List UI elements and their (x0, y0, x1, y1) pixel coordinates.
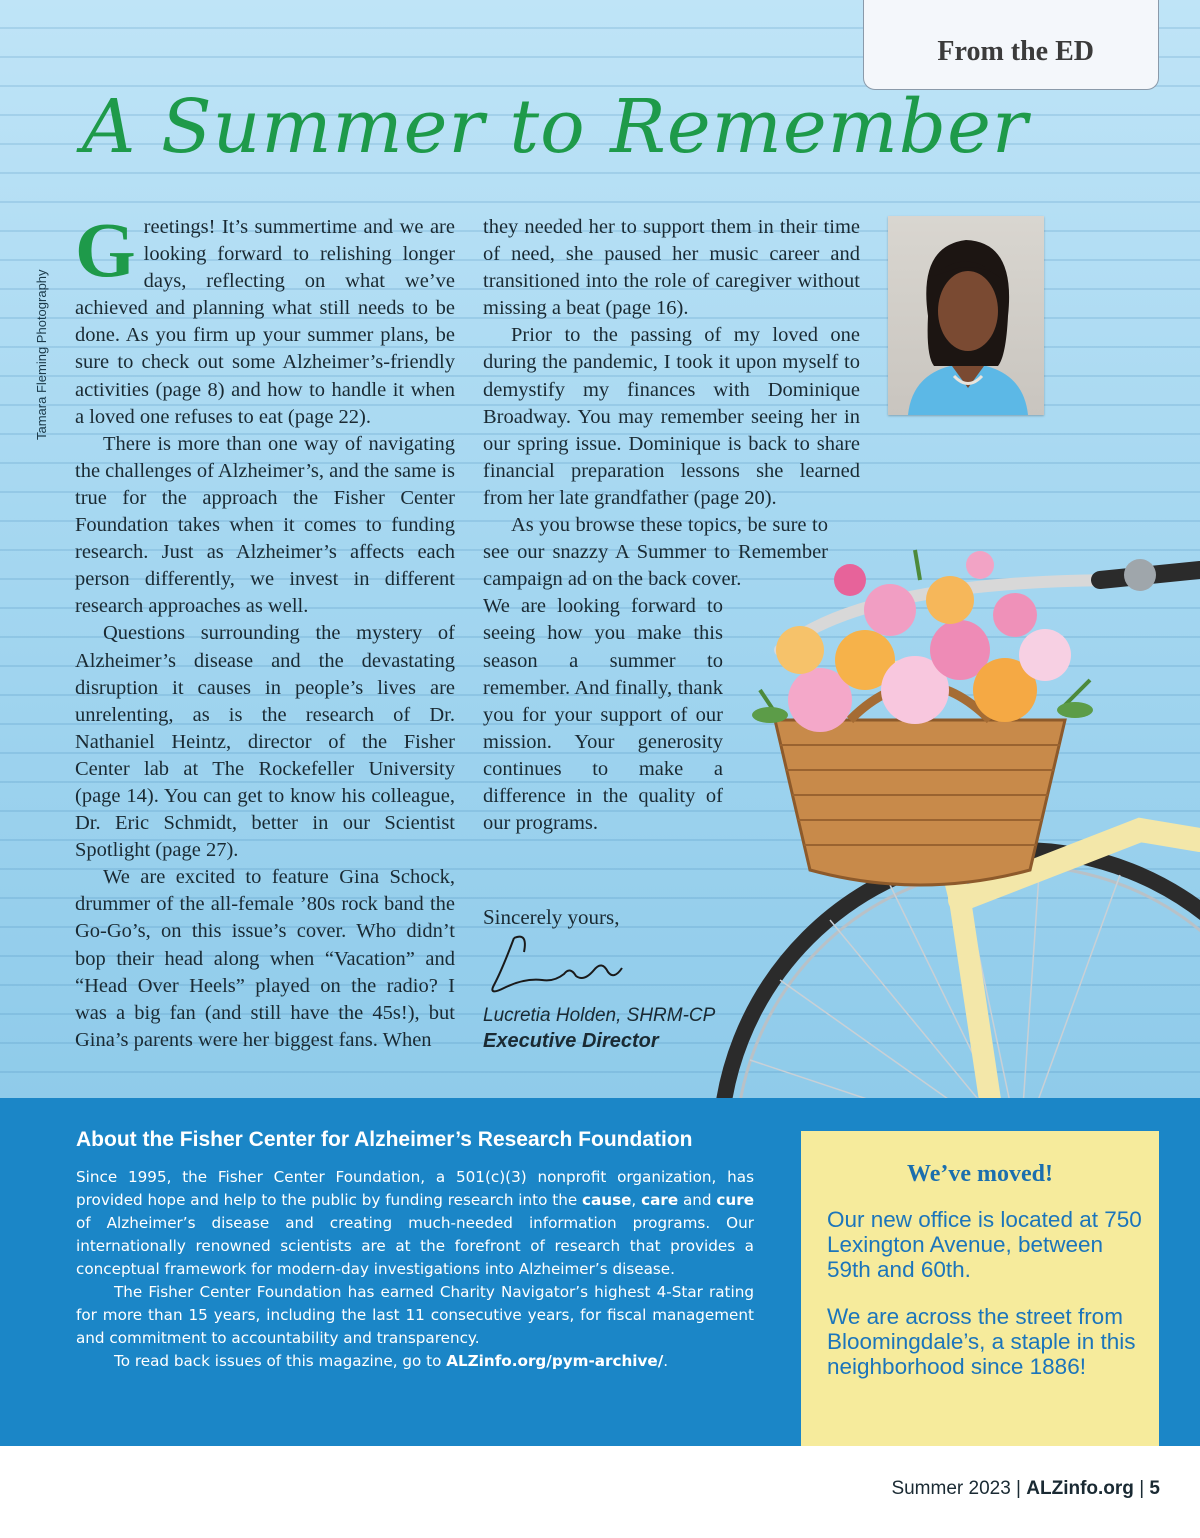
about-paragraph (76, 1350, 754, 1373)
section-label: From the ED (937, 36, 1094, 67)
about-paragraph: The Fisher Center Foundation has earned Charity Navigator’s highest 4-Star rating for more than 15 years, including the last 11 consecutive years, for fiscal management and commitment to accountability and transparency. (76, 1283, 754, 1347)
section-tab (863, 0, 1159, 90)
letter-paragraph: Prior to the passing of my loved one during the pandemic, I took it upon myself to demystify my finances with Dominique Broadway. You may remember seeing her in our spring issue. Dominique is back to share financial preparation lessons she learned from her late grandfather (page 20). (483, 324, 860, 509)
about-paragraph (76, 1166, 754, 1281)
footer-separator: | (1133, 1478, 1150, 1499)
about-title: About the Fisher Center for Alzheimer’s Research Foundation (76, 1128, 693, 1151)
about-emphasis: cure (716, 1191, 755, 1209)
signer-title: Executive Director (483, 1030, 659, 1052)
letter-paragraph (75, 206, 455, 431)
about-body (76, 1166, 754, 1373)
moved-paragraph: Our new office is located at 750 Lexington Avenue, between 59th and 60th. (827, 1207, 1142, 1282)
letter-paragraph: We are excited to feature Gina Schock, drummer of the all-female ’80s rock band the Go-Go’s, on this issue’s cover. Who didn’t bop their head along when “Vacation” and “Head Over Heels” played on the radio? I was a big fan (and still have the 45s!), but Gina’s parents were her biggest fans. When (75, 866, 455, 1051)
portrait-illustration (888, 216, 1044, 415)
archive-link[interactable]: ALZinfo.org/pym-archive/ (446, 1352, 664, 1370)
footer-separator: | (1010, 1478, 1027, 1499)
about-text: Since 1995, the Fisher Center Foundation, a 501(c)(3) nonprofit organization, has provided hope and help to the public by funding research into the (76, 1168, 754, 1209)
about-text: and (678, 1191, 717, 1209)
about-text: , (631, 1191, 642, 1209)
footer-issue: Summer 2023 (891, 1478, 1011, 1499)
letter-paragraph: Questions surrounding the mystery of Alzheimer’s disease and the devastating disruption it causes in people’s lives are unrelenting, as is the research of Dr. Nathaniel Heintz, director of the Fisher Center lab at The Rockefeller University (page 14). You can get to know his colleague, Dr. Eric Schmidt, better in our Scientist Spotlight (page 27). (75, 622, 455, 862)
letter-column-1 (75, 206, 455, 1054)
letter-paragraph: they needed her to support them in their time of need, she paused her music career and transitioned into the role of caregiver without missing a beat (page 16). (483, 216, 860, 320)
letter-paragraph (483, 512, 828, 593)
drop-cap: G (75, 206, 136, 293)
signer-name: Lucretia Holden, SHRM-CP (483, 1005, 716, 1026)
page-number: 5 (1149, 1478, 1160, 1499)
signature-graphic (484, 930, 634, 1000)
author-portrait (888, 216, 1044, 415)
about-text: . (663, 1352, 669, 1370)
about-text: of Alzheimer’s disease and creating much-needed information programs. Our internationally renowned scientists are at the forefront of research that provides a conceptual framework for modern-day investigations into Alzheimer’s disease. (76, 1214, 754, 1278)
page-footer (891, 1478, 1160, 1500)
moved-paragraph: We are across the street from Bloomingdale’s, a staple in this neighborhood since 1886! (827, 1304, 1136, 1379)
moved-title: We’ve moved! (907, 1161, 1053, 1187)
photo-credit: Tamara Fleming Photography (34, 269, 49, 440)
closing: Sincerely yours, (483, 905, 620, 929)
letter-text: As you browse these topics, be sure to see our snazzy A Summer to Remember campaign ad on the back cover. (483, 514, 828, 591)
footer-site[interactable]: ALZinfo.org (1026, 1478, 1134, 1499)
letter-column-2 (483, 214, 860, 837)
about-emphasis: cause (582, 1191, 632, 1209)
letter-paragraph (483, 593, 860, 837)
letter-text: We are looking forward to seeing how you make this season a summer to remember. And finally, thank you for your support of our mission. Your generosity continues to make a difference in the quality of our programs. (483, 595, 723, 835)
moved-notice (801, 1131, 1159, 1446)
letter-paragraph: There is more than one way of navigating the challenges of Alzheimer’s, and the same is true for the approach the Fisher Center Foundation takes when it comes to funding research. Just as Alzheimer’s affects each person differently, we invest in different research approaches as well. (75, 432, 455, 618)
letter-text: reetings! It’s summertime and we are looking forward to relishing longer days, reflecting on what we’ve achieved and planning what still needs to be done. As you firm up your summer plans, be sure to check out some Alzheimer’s-friendly activities (page 8) and how to handle it when a loved one refuses to eat (page 22). (75, 216, 455, 428)
about-emphasis: care (641, 1191, 679, 1209)
about-text: To read back issues of this magazine, go to (114, 1352, 447, 1370)
moved-body (827, 1207, 1147, 1401)
headline: A Summer to Remember (82, 84, 1029, 170)
